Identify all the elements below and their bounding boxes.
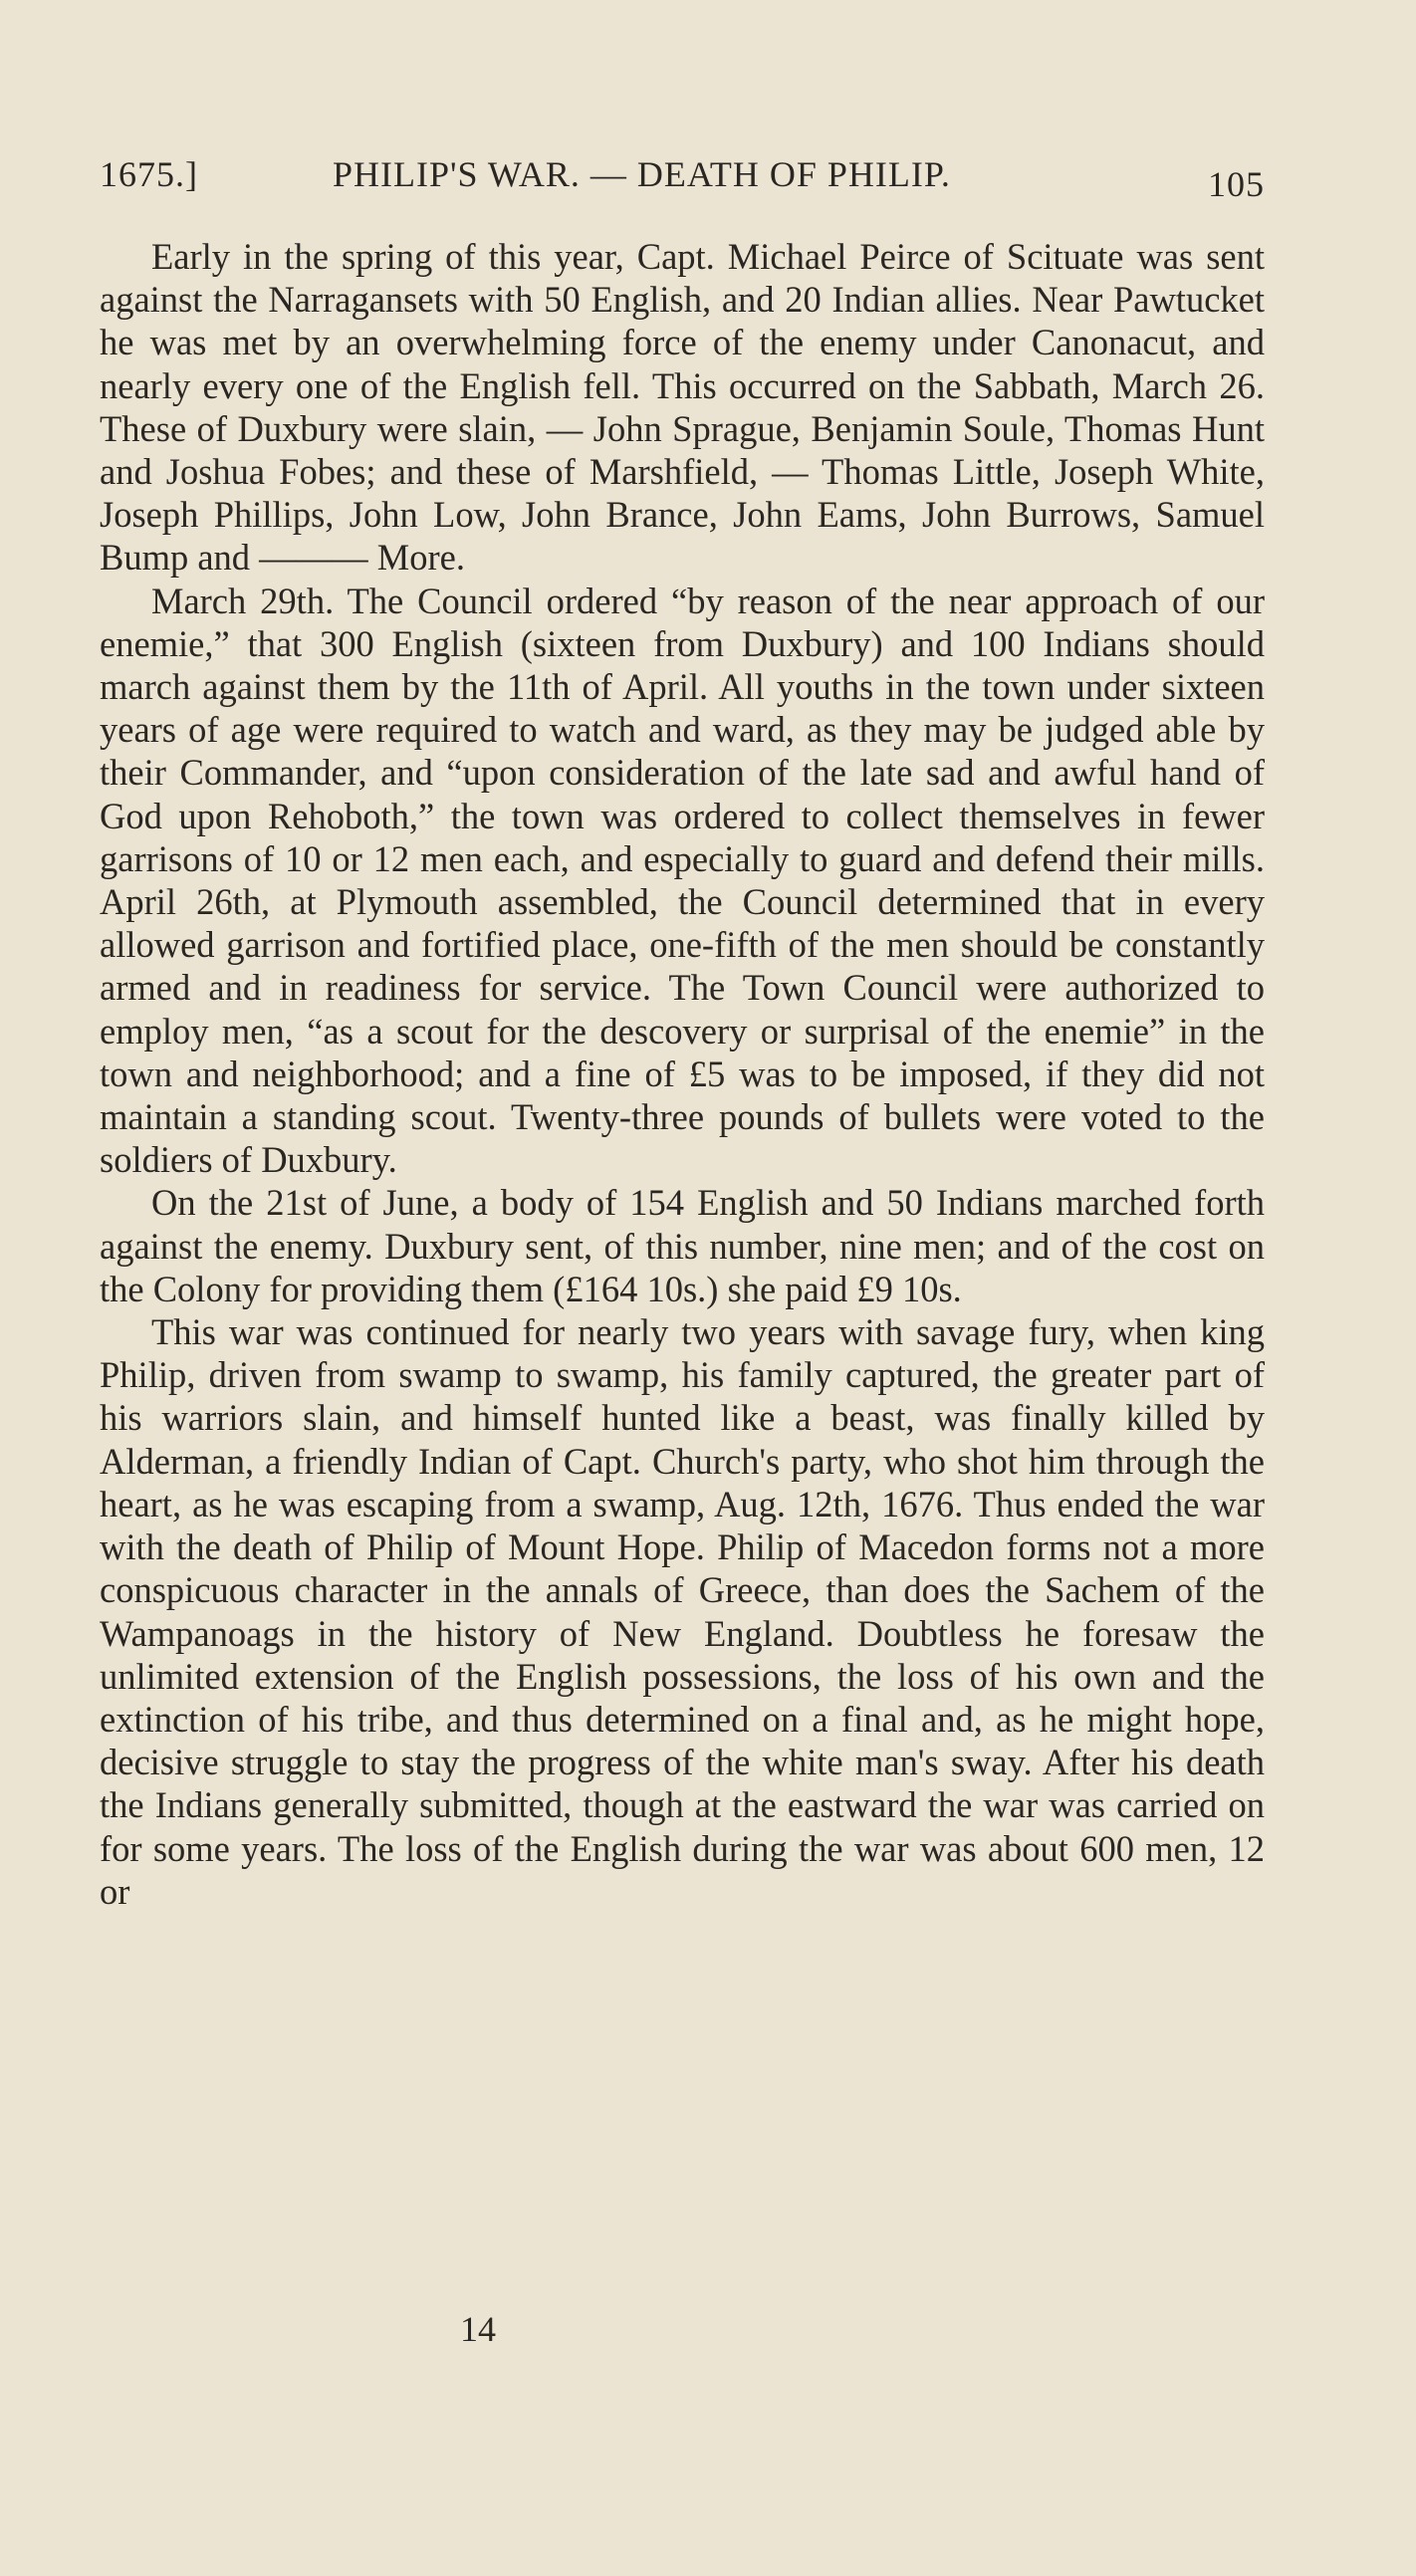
- page-number: 105: [1208, 164, 1265, 204]
- header-title: PHILIP'S WAR. — DEATH OF PHILIP.: [333, 154, 951, 194]
- body-text: [100, 235, 1265, 1913]
- paragraph-1: Early in the spring of this year, Capt. Michael Peirce of Scituate was sent against the Narragansets with 50 English, and 20 Indian allies. Near Pawtucket he was met by an overwhelming force of the enemy under Canonacut, and nearly every one of the English fell. This occurred on the Sabbath, March 26. These of Duxbury were slain, — John Sprague, Benjamin Soule, Thomas Hunt and Joshua Fobes; and these of Marshfield, — Thomas Little, Joseph White, Joseph Phillips, John Low, John Brance, John Eams, John Burrows, Samuel Bump and ——— More.: [100, 236, 1265, 579]
- paragraph-4: This war was continued for nearly two years with savage fury, when king Philip, driven from swamp to swamp, his family captured, the greater part of his warriors slain, and himself hunted like a beast, was finally killed by Alderman, a friendly Indian of Capt. Church's party, who shot him through the heart, as he was escaping from a swamp, Aug. 12th, 1676. Thus ended the war with the death of Philip of Mount Hope. Philip of Macedon forms not a more conspicuous character in the annals of Greece, than does the Sachem of the Wampanoags in the history of New England. Doubtless he foresaw the unlimited extension of the English possessions, the loss of his own and the extinction of his tribe, and thus determined on a final and, as he might hope, decisive struggle to stay the progress of the white man's sway. After his death the Indians generally submitted, though at the eastward the war was carried on for some years. The loss of the English during the war was about 600 men, 12 or: [100, 1311, 1265, 1912]
- signature-mark: 14: [460, 2309, 496, 2349]
- header-year: 1675.]: [100, 154, 198, 194]
- paragraph-3: On the 21st of June, a body of 154 English and 50 Indians marched forth against the enemy. Duxbury sent, of this number, nine men; and of the cost on the Colony for providing them (£164 10s.) she paid £9 10s.: [100, 1182, 1265, 1309]
- paragraph-2: March 29th. The Council ordered “by reason of the near approach of our enemie,” that 300 English (sixteen from Duxbury) and 100 Indians should march against them by the 11th of April. All youths in the town under sixteen years of age were required to watch and ward, as they may be judged able by their Commander, and “upon consideration of the late sad and awful hand of God upon Rehoboth,” the town was ordered to collect themselves in fewer garrisons of 10 or 12 men each, and especially to guard and defend their mills. April 26th, at Plymouth assembled, the Council determined that in every allowed garrison and fortified place, one-fifth of the men should be constantly armed and in readiness for service. The Town Council were authorized to employ men, “as a scout for the descovery or surprisal of the enemie” in the town and neighborhood; and a fine of £5 was to be imposed, if they did not maintain a standing scout. Twenty-three pounds of bullets were voted to the soldiers of Duxbury.: [100, 580, 1265, 1181]
- running-header: [100, 149, 1265, 209]
